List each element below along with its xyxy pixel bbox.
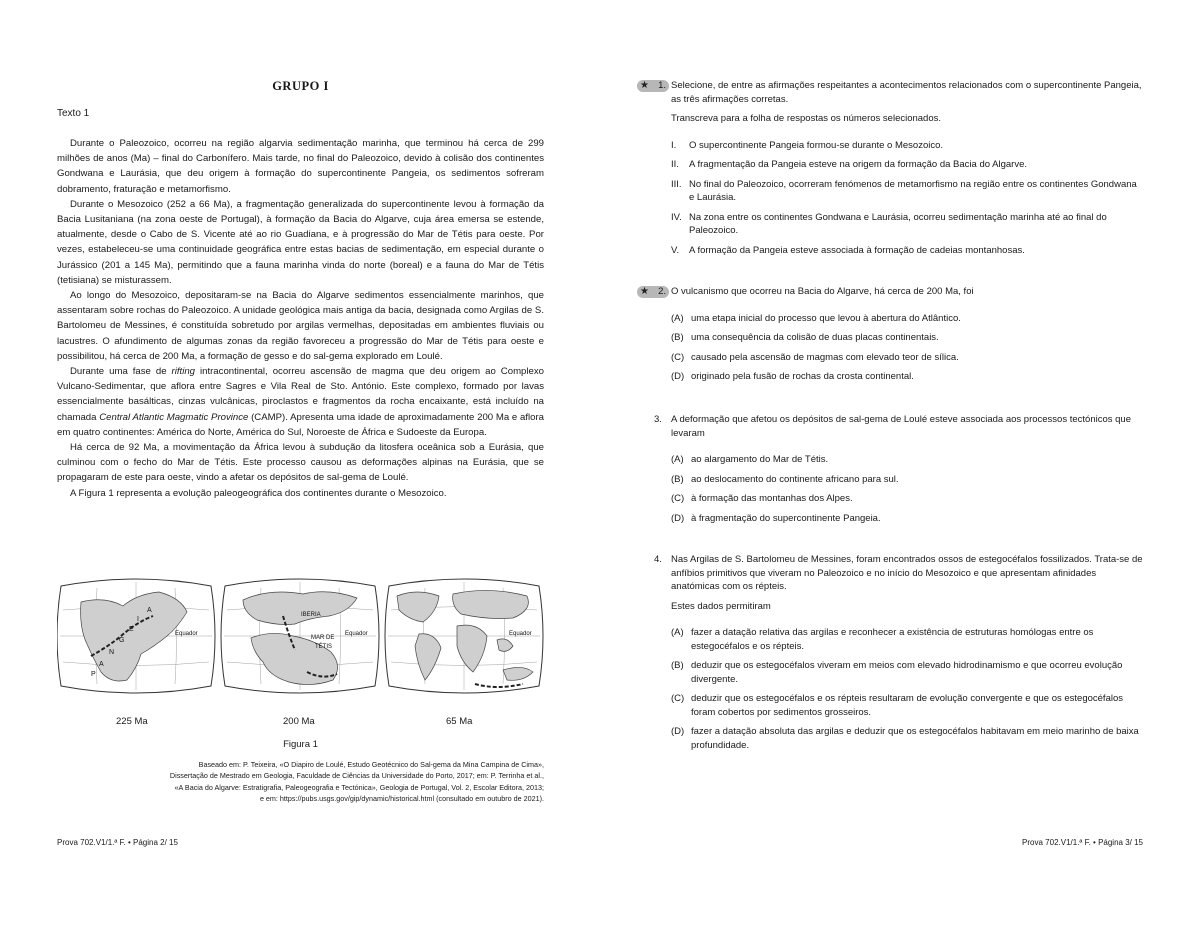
pangea-letter: E: [129, 626, 134, 633]
question-text: Selecione, de entre as afirmações respeitantes a acontecimentos relacionados com o supercontinente Pangeia, as três afirmações corretas.: [671, 80, 1142, 105]
question-text: Nas Argilas de S. Bartolomeu de Messines, foram encontrados ossos de estegocéfalos fossilizados. Trata-se de anfíbios primitivos que viveram no Paleozoico e no início do Mesozoico e que apresentam afinidades anatómicas com os répteis.: [671, 554, 1143, 592]
question-text: A deformação que afetou os depósitos de sal-gema de Loulé esteve associada aos processos tectónicos que levaram: [671, 414, 1131, 439]
option-label: (D): [671, 726, 685, 737]
map-200-ma: [221, 579, 379, 693]
option: [637, 351, 1143, 365]
page-footer-right: Prova 702.V1/1.ª F. • Página 3/ 15: [1022, 838, 1143, 847]
option-label: (C): [671, 693, 685, 704]
option-text: uma etapa inicial do processo que levou à abertura do Atlântico.: [691, 312, 961, 324]
option: [637, 692, 1143, 719]
option-text: à fragmentação do supercontinente Pangeia.: [691, 512, 881, 524]
option-label: V.: [671, 244, 680, 256]
pangea-letter: A: [99, 661, 104, 668]
question-instruction: Transcreva para a folha de respostas os números selecionados.: [671, 113, 942, 124]
option: [637, 659, 1143, 686]
option: [637, 244, 1143, 258]
pangea-letter: G: [119, 637, 125, 644]
option-text: O supercontinente Pangeia formou-se durante o Mesozoico.: [689, 139, 944, 151]
figure-caption: Figura 1: [283, 739, 318, 750]
question-badge: [637, 286, 669, 298]
option-text: deduzir que os estegocéfalos viveram em meios com elevado hidrodinamismo e que ocorreu evolução divergente.: [691, 660, 1123, 685]
star-icon: ★: [640, 286, 649, 297]
star-icon: ★: [640, 80, 649, 91]
option-text: A formação da Pangeia esteve associada à formação de cadeias montanhosas.: [689, 244, 1025, 256]
paragraph-5: Há cerca de 92 Ma, a movimentação da África levou à subdução da litosfera oceânica sob a Eurásia, que culminou com o fecho do Mar de Tétis. Este processo causou as deformações alpinas na Eurásia, que se propagaram de este para oeste, vindo a afetar os depósitos de sal-gema de Loulé.: [57, 442, 544, 484]
option-label: (C): [671, 351, 685, 363]
option: [637, 158, 1143, 172]
source-line: «A Bacia do Algarve: Estratigrafia, Paleogeografia e Tectónica», Geologia de Portugal, Vol. 2, Escolar Editora, 2013;: [174, 782, 544, 792]
map-label-65-ma: 65 Ma: [446, 716, 473, 727]
pangea-letter: A: [147, 607, 152, 614]
equator-label: Equador: [345, 631, 368, 637]
question-4-head: [637, 553, 1143, 594]
source-line: Baseado em: P. Teixeira, «O Diapiro de Loulé, Estudo Geotécnico do Sal-gema da Mina Campina de Cima»,: [198, 760, 544, 769]
question-2: [637, 285, 1143, 384]
page-footer-left: Prova 702.V1/1.ª F. • Página 2/ 15: [57, 838, 178, 847]
text-label: Texto 1: [57, 108, 90, 119]
eurasia-landmass: [453, 590, 529, 618]
option-label: (D): [671, 371, 685, 382]
rifting-term: rifting: [171, 366, 195, 378]
question-number: 4.: [654, 554, 662, 565]
iberia-label: IBERIA: [301, 612, 321, 618]
question-1: [637, 79, 1143, 257]
pangea-letter: N: [109, 649, 115, 656]
option-label: IV.: [671, 211, 682, 223]
option-label: III.: [671, 178, 682, 190]
option-label: I.: [671, 139, 677, 151]
option-text: causado pela ascensão de magmas com elevado teor de sílica.: [691, 351, 959, 363]
option-text: fazer a datação absoluta das argilas e deduzir que os estegocéfalos habitavam em meio marinho de baixa profundidade.: [691, 726, 1139, 751]
paragraph-3: Ao longo do Mesozoico, depositaram-se na Bacia do Algarve sedimentos essencialmente marinhos, que assentaram sobre rochas do Paleozoico. A unidade geológica mais antiga da bacia, designada como Argilas de S. Bartolomeu de Messines, é constituída sobretudo por argilas vermelhas, depositadas em ambientes fluviais ou lacustres. O afundimento de algumas zonas da região favoreceu a progressão do Mar de Tétis para oeste e possibilitou, há cerca de 200 Ma, a formação de gesso e do sal-gema explorado em Loulé.: [57, 290, 544, 362]
option: [637, 492, 1143, 506]
pangea-letter: P: [91, 671, 96, 678]
option-text: Na zona entre os continentes Gondwana e Laurásia, ocorreu sedimentação marinha até ao final do Paleozoico.: [689, 211, 1107, 236]
question-1-head: [637, 79, 1143, 106]
tetis-label-line-2: TÉTIS: [315, 644, 333, 650]
option: [637, 725, 1143, 752]
paragraph-6: A Figura 1 representa a evolução paleogeográfica dos continentes durante o Mesozoico.: [70, 487, 447, 499]
equator-label: Equador: [175, 631, 198, 637]
option-text: originado pela fusão de rochas da crosta continental.: [691, 371, 914, 382]
question-4: [637, 553, 1143, 752]
option-text: à formação das montanhas dos Alpes.: [691, 493, 853, 504]
option-label: (C): [671, 493, 685, 504]
map-label-225-ma: 225 Ma: [116, 716, 148, 727]
paragraph-4-part-a: Durante uma fase de: [70, 366, 172, 378]
option-text: No final do Paleozoico, ocorreram fenómenos de metamorfismo na região entre os continentes Gondwana e Laurásia.: [689, 178, 1137, 203]
text-body: [57, 136, 544, 501]
option: [637, 211, 1143, 238]
option-text: fazer a datação relativa das argilas e reconhecer a existência de estruturas homólogas entre os estegocéfalos e os répteis.: [691, 627, 1094, 652]
option-text: uma consequência da colisão de duas placas continentais.: [691, 332, 939, 343]
option-text: ao alargamento do Mar de Tétis.: [691, 454, 829, 465]
camp-term: Central Atlantic Magmatic Province: [99, 411, 249, 423]
question-badge: [637, 80, 669, 92]
question-instruction: Estes dados permitiram: [671, 600, 771, 612]
question-number: 1.: [658, 80, 666, 91]
option-label: (A): [671, 627, 684, 638]
option-label: (B): [671, 332, 684, 343]
equator-label: Equador: [509, 631, 532, 637]
option-label: (B): [671, 473, 684, 485]
paragraph-2: Durante o Mesozoico (252 a 66 Ma), a fragmentação generalizada do supercontinente levou à formação da Bacia Lusitaniana (na zona oeste de Portugal), à formação da Bacia do Algarve, cuja área emersa se estende, atualmente, desde o Cabo de S. Vicente até ao rio Guadiana, e à progressão do Mar de Tétis para oeste. Por vezes, estabeleceu-se uma continuidade geográfica entre estas bacias de sedimentação, em especial durante o Jurássico (201 a 145 Ma), permitindo que a fauna marinha vinda do norte (boreal) e a fauna do Mar de Tétis (tetisiana) se misturassem.: [57, 198, 544, 286]
option: [637, 453, 1143, 467]
option-label: II.: [671, 159, 679, 170]
right-page: [637, 0, 1143, 927]
paragraph-4-part-b: intracontinental, ocorreu ascensão de magma que deu origem ao Complexo Vulcano-Sedimentar, que aflora entre Sagres e Vila Real de Sto. António. Este complexo, formado por lavas essencialmente basálticas, cinzas vulcânicas, piroclastos e fragmentos da rocha encaixante, está incluído na chamada: [57, 366, 544, 423]
source-line: Dissertação de Mestrado em Geologia, Faculdade de Ciências da Universidade do Porto, 2017; em: P. Terrinha et al.,: [169, 771, 544, 781]
paragraph-4-part-c: (CAMP). Apresenta uma idade de aproximadamente 200 Ma e aflora em quatro continentes: América do Norte, América do Sul, Noroeste de África e Sudoeste da Europa.: [57, 411, 545, 438]
option: [637, 139, 1143, 153]
question-3-head: [637, 413, 1143, 440]
paragraph-4: [57, 364, 544, 440]
question-number: 3.: [654, 414, 662, 425]
option: [637, 331, 1143, 345]
question-2-head: [637, 285, 1143, 299]
source-line: e em: https://pubs.usgs.gov/gip/dynamic/historical.html (consultado em outubro de 2021).: [259, 794, 544, 804]
option: [637, 473, 1143, 487]
option-text: A fragmentação da Pangeia esteve na origem da formação da Bacia do Algarve.: [689, 159, 1027, 170]
question-text: O vulcanismo que ocorreu na Bacia do Algarve, há cerca de 200 Ma, foi: [671, 286, 974, 297]
option-label: (B): [671, 660, 684, 671]
map-label-200-ma: 200 Ma: [283, 716, 315, 727]
option: [637, 178, 1143, 205]
tetis-label-line-1: MAR DE: [311, 635, 335, 641]
option: [637, 512, 1143, 526]
figure-source: [57, 759, 544, 805]
paragraph-1: Durante o Paleozoico, ocorreu na região algarvia sedimentação marinha, que terminou há cerca de 299 milhões de anos (Ma) – final do Carbonífero. Mais tarde, no final do Paleozoico, devido à colisão dos continentes Gondwana e Laurásia, que deu origem à formação do supercontinente Pangeia, os sedimentos sofreram dobramento, fraturação e metamorfismo.: [57, 138, 544, 195]
option: [637, 312, 1143, 326]
left-page: [57, 0, 544, 927]
pangea-letter: I: [137, 616, 139, 623]
option-text: ao deslocamento do continente africano para sul.: [691, 473, 899, 485]
paleogeographic-maps-figure: [57, 576, 544, 696]
option-text: deduzir que os estegocéfalos e os répteis resultaram de evolução convergente e que os estegocéfalos foram cobertos por sedimentos grosseiros.: [691, 693, 1123, 718]
question-number: 2.: [658, 286, 666, 297]
map-225-ma: [57, 579, 215, 693]
group-title: GRUPO I: [272, 79, 329, 93]
map-65-ma: [385, 579, 543, 693]
option: [637, 626, 1143, 653]
option-label: (A): [671, 454, 684, 465]
option-label: (A): [671, 312, 684, 324]
option-label: (D): [671, 512, 685, 524]
option: [637, 370, 1143, 384]
question-3: [637, 413, 1143, 525]
